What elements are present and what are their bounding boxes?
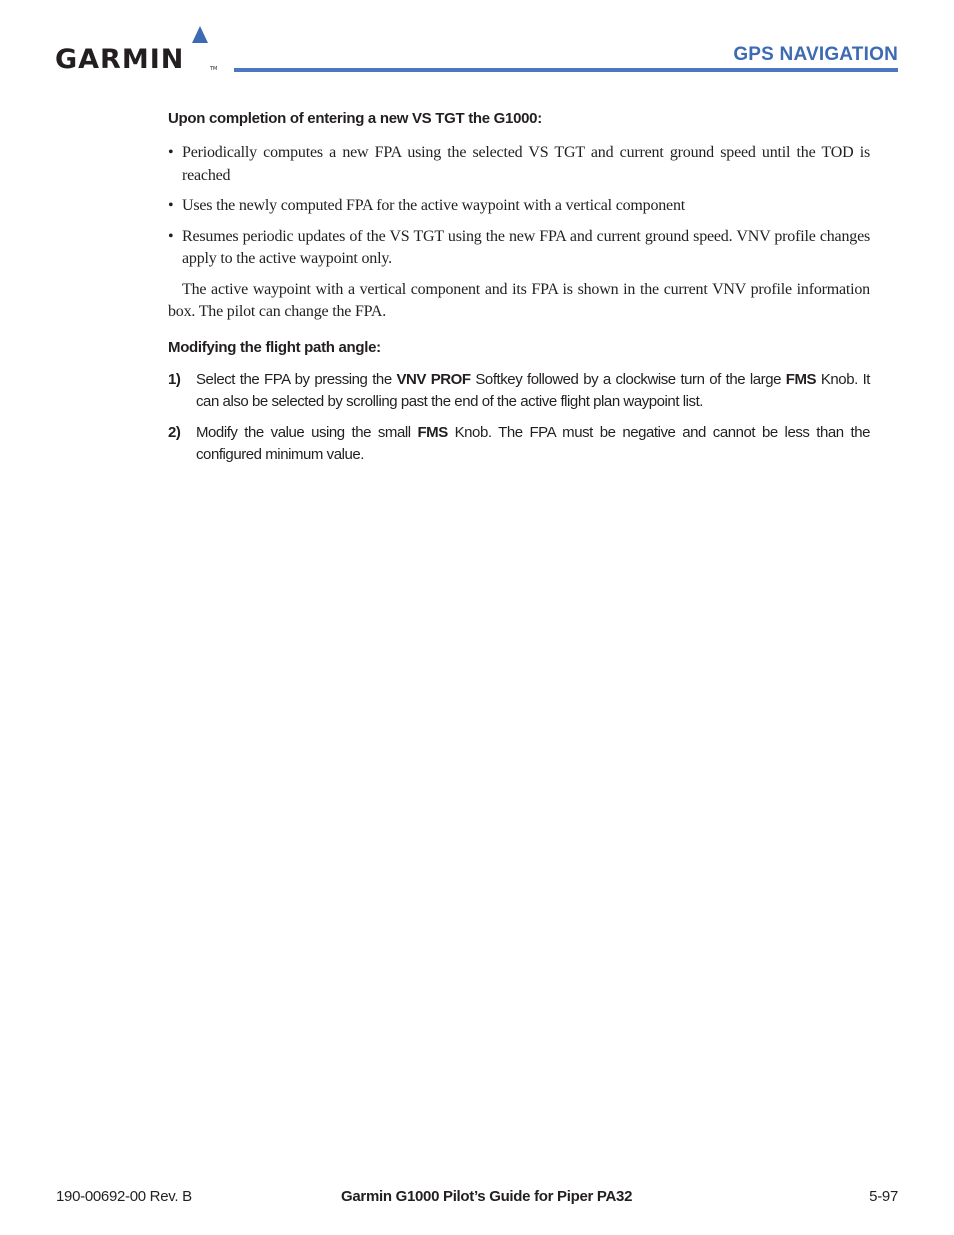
knob-label: FMS (417, 423, 448, 441)
heading-modify-fpa: Modifying the flight path angle: (168, 338, 381, 356)
bullet-glyph: • (168, 227, 174, 245)
step-text: Knob. The FPA must be negative and cannot be less than the configured minimum value. (196, 423, 870, 463)
page-number: 5-97 (869, 1188, 898, 1205)
heading-vs-tgt: Upon completion of entering a new VS TGT the G1000: (168, 110, 542, 127)
step-text: Softkey followed by a clockwise turn of the large (470, 370, 786, 388)
bullet-text: Resumes periodic updates of the VS TGT using the new FPA and current ground speed. VNV profile changes apply to the active waypoint only. (182, 227, 870, 267)
garmin-logo (55, 26, 220, 76)
bullet-glyph: • (168, 144, 174, 161)
doc-number: 190-00692-00 Rev. B (56, 1188, 192, 1205)
list-item (168, 195, 870, 218)
step-list (168, 369, 870, 467)
page-content (168, 108, 870, 467)
list-item (168, 142, 870, 187)
knob-label: FMS (785, 370, 817, 388)
section-title: GPS NAVIGATION (733, 44, 898, 65)
step-item (168, 369, 870, 414)
step-item (168, 422, 870, 467)
page-footer (56, 1188, 898, 1212)
bullet-text: Uses the newly computed FPA for the active waypoint with a vertical component (182, 197, 686, 214)
step-text: Select the FPA by pressing the (196, 370, 397, 388)
step-number: 1) (168, 370, 181, 388)
step-text: Knob. It can also be selected by scrolling past the end of the active flight plan waypoint list. (196, 370, 870, 410)
bullet-list (168, 142, 870, 271)
body-paragraph: The active waypoint with a vertical component and its FPA is shown in the current VNV profile information box. The pilot can change the FPA. (168, 280, 870, 320)
logo-wordmark: GARMIN (55, 44, 185, 75)
garmin-triangle-icon (192, 26, 208, 43)
bullet-text: Periodically computes a new FPA using the selected VS TGT and current ground speed until the TOD is reached (182, 144, 870, 184)
list-item (168, 226, 870, 271)
step-text: Modify the value using the small (196, 423, 418, 441)
bullet-glyph: • (168, 197, 174, 214)
step-number: 2) (168, 423, 181, 441)
softkey-label: VNV PROF (396, 370, 471, 388)
guide-title: Garmin G1000 Pilot’s Guide for Piper PA32 (341, 1188, 633, 1205)
header-rule (234, 68, 898, 72)
logo-trademark: TM (210, 66, 218, 72)
